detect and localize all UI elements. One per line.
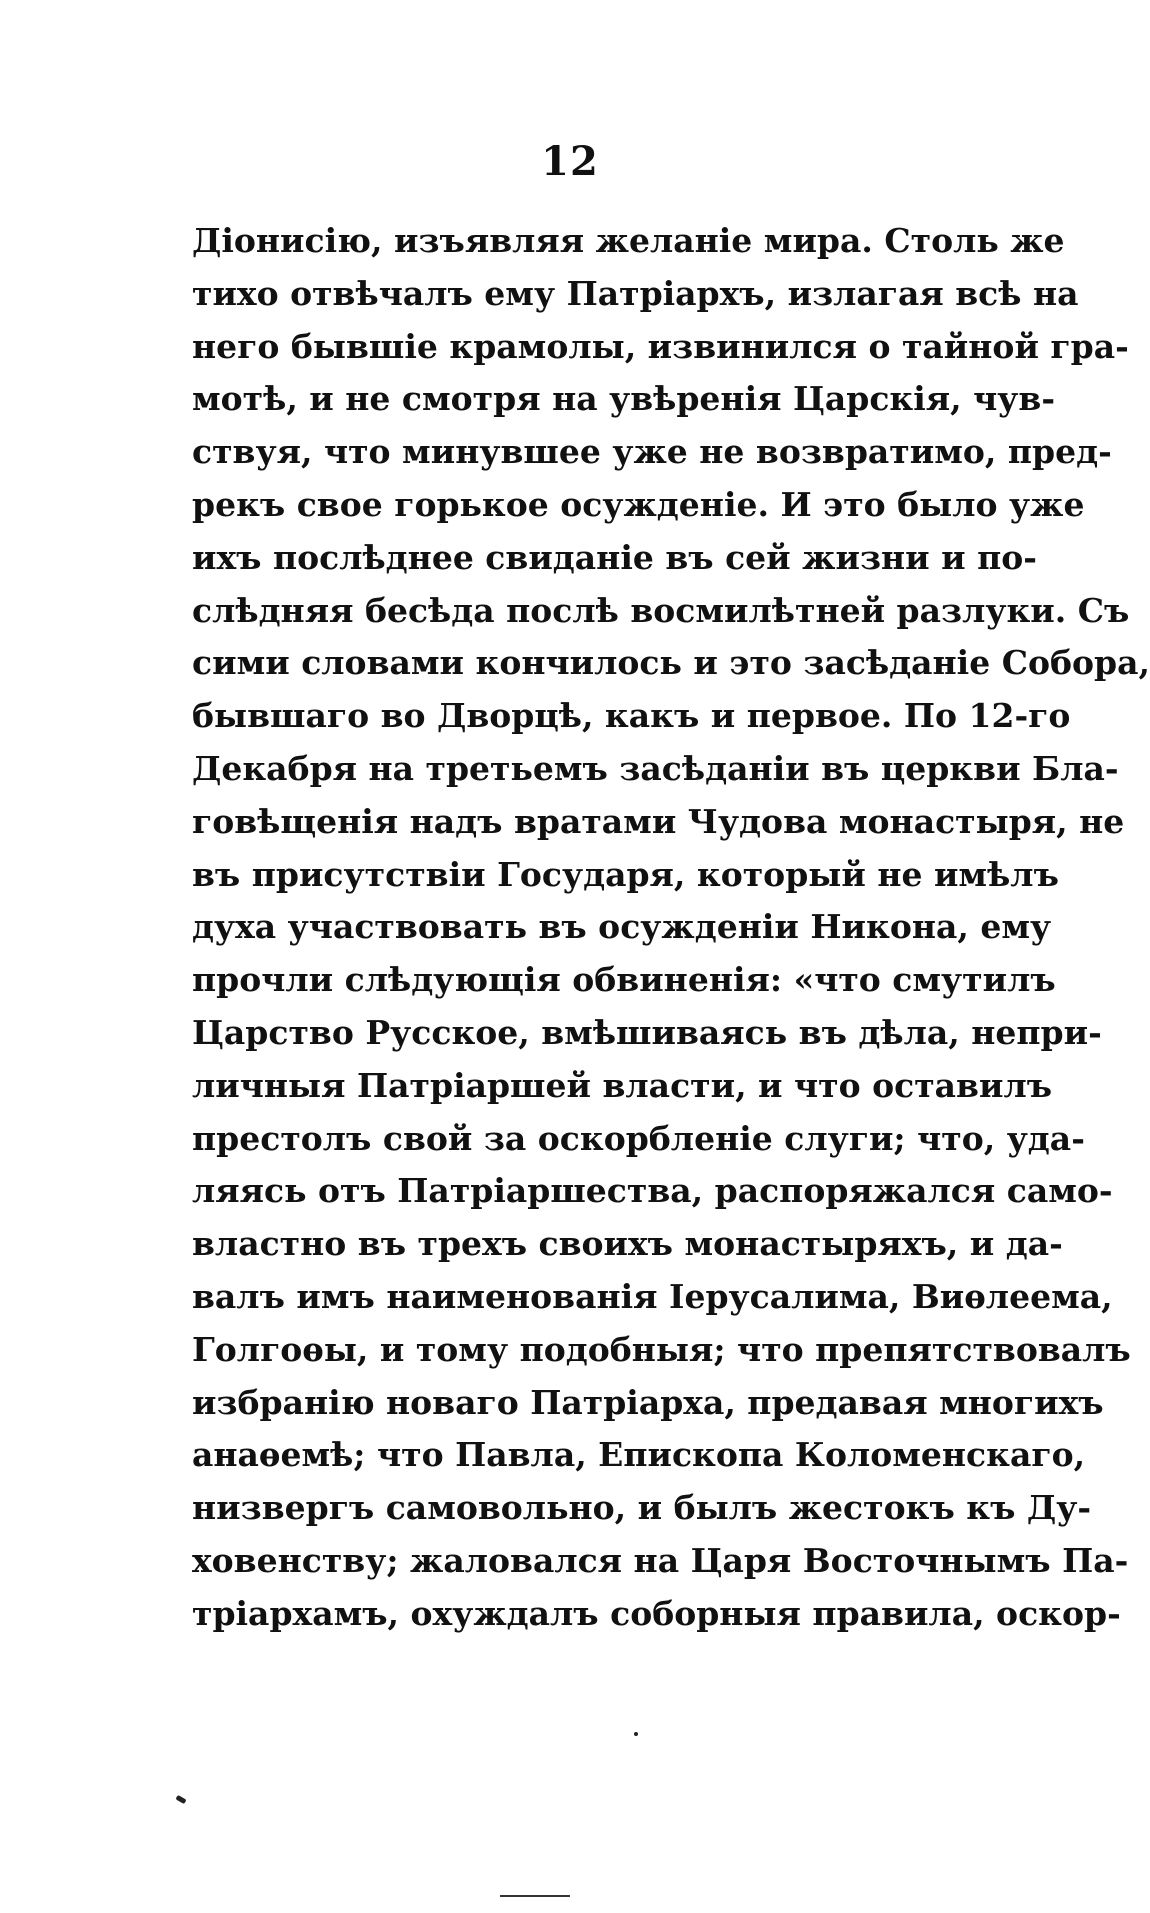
text-line: ляясь отъ Патріаршества, распоряжался само- [192, 1171, 1113, 1211]
text-line: Голгоѳы, и тому подобныя; что препятствовалъ [192, 1329, 1131, 1369]
text-line: сими словами кончилось и это засѣданіе Собора, [192, 643, 1150, 683]
text-line: бывшаго во Дворцѣ, какъ и первое. По 12-го [192, 696, 1071, 736]
text-line: рекъ свое горькое осужденіе. И это было уже [192, 484, 1085, 524]
text-line: властно въ трехъ своихъ монастыряхъ, и да- [192, 1224, 1063, 1264]
body-text [192, 215, 1150, 1641]
text-line: ствуя, что минувшее уже не возвратимо, пред- [192, 432, 1112, 472]
scan-edge-mark [500, 1895, 570, 1897]
text-line: духа участвовать въ осужденіи Никона, ему [192, 907, 1052, 947]
text-line: въ присутствіи Государя, который не имѣлъ [192, 854, 1059, 894]
text-line: анаѳемѣ; что Павла, Епископа Коломенскаго, [192, 1435, 1086, 1475]
text-line: престолъ свой за оскорбленіе слуги; что, уда- [192, 1118, 1085, 1158]
text-line: тріархамъ, охуждалъ соборныя правила, оскор- [192, 1593, 1121, 1633]
text-line: валъ имъ наименованія Іерусалима, Виѳлеема, [192, 1276, 1113, 1316]
page-number: 12 [541, 138, 599, 185]
text-line: личныя Патріаршей власти, и что оставилъ [192, 1065, 1053, 1105]
text-line: ихъ послѣднее свиданіе въ сей жизни и по- [192, 537, 1037, 577]
text-line: Декабря на третьемъ засѣданіи въ церкви Бла- [192, 748, 1119, 788]
text-line: тихо отвѣчалъ ему Патріархъ, излагая всѣ на [192, 273, 1079, 313]
scan-speck [175, 1795, 186, 1804]
text-line: говѣщенія надъ вратами Чудова монастыря, не [192, 801, 1125, 841]
text-line: него бывшіе крамолы, извинился о тайной гра- [192, 326, 1129, 366]
scan-speck [634, 1732, 638, 1736]
text-line: ховенству; жаловался на Царя Восточнымъ Па- [192, 1540, 1129, 1580]
text-line: прочли слѣдующія обвиненія: «что смутилъ [192, 960, 1056, 1000]
text-line: Діонисію, изъявляя желаніе мира. Столь же [192, 221, 1065, 260]
text-line: низвергъ самовольно, и былъ жестокъ къ Ду- [192, 1488, 1092, 1528]
text-line: слѣдняя бесѣда послѣ восмилѣтней разлуки. Съ [192, 590, 1130, 630]
text-line: мотѣ, и не смотря на увѣренія Царскія, чув- [192, 379, 1056, 419]
text-line: избранію новаго Патріарха, предавая многихъ [192, 1382, 1104, 1422]
text-line: Царство Русское, вмѣшиваясь въ дѣла, непри- [192, 1012, 1102, 1052]
